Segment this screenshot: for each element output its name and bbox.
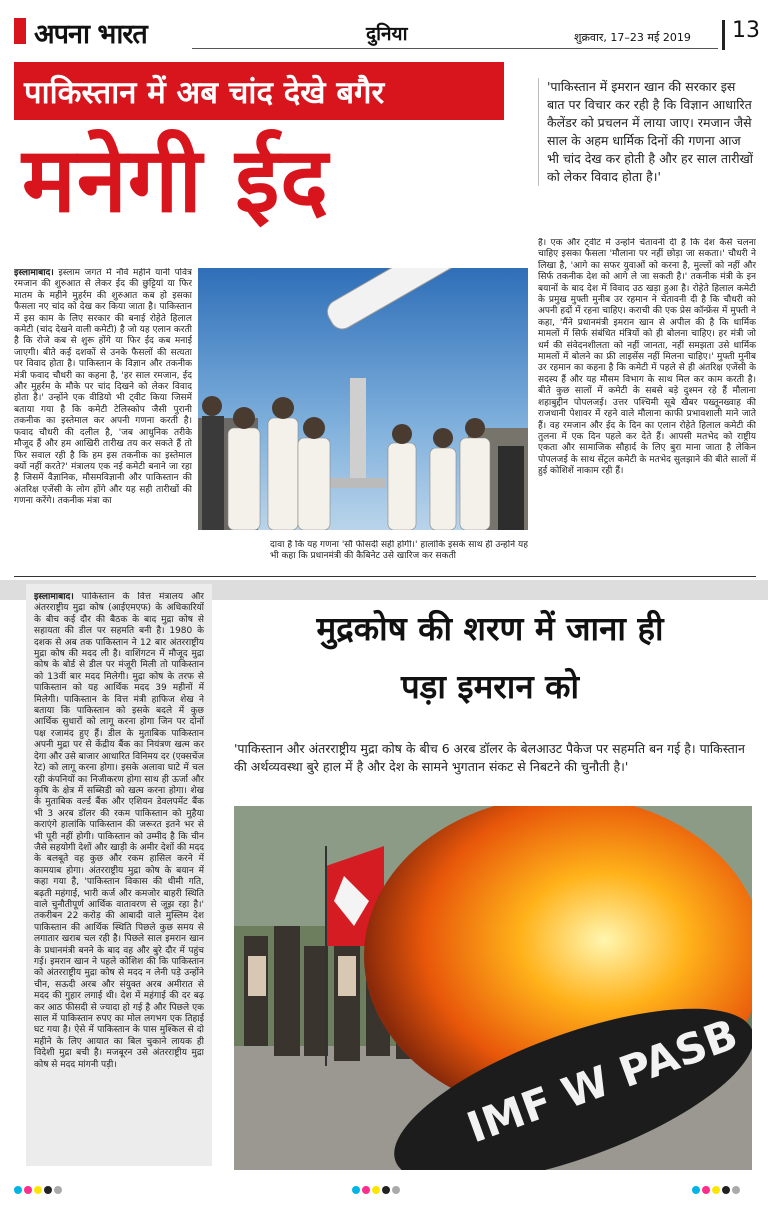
article2-pull-quote: 'पाकिस्तान और अंतरराष्ट्रीय मुद्रा कोष के बीच 6 अरब डॉलर के बेलआउट पैकेज पर सहमति बन गई है। पाकिस्तान की अर्थव्यवस्था बुरे हाल में है और देश के सामने भुगतान संकट से निबटने की चुनौती है।': [234, 741, 745, 774]
article1-column-1: [14, 268, 192, 566]
section-divider: [14, 576, 756, 577]
article2-body-text: पाकिस्तान के वित्त मंत्रालय और अंतरराष्ट्रीय मुद्रा कोष (आईएमएफ) के अधिकारियों के बीच कई दौर की बैठक के बाद मुद्रा कोष से सहायता की डील पर सहमति बनी है। 1980 के दशक से अब तक पाकिस्तान ने 12 बार अंतरराष्ट्रीय मुद्रा कोष की मदद ली है। वाशिंगटन में मौजूद मुद्रा कोष के बोर्ड से डील पर मंजूरी मिली तो पाकिस्तान को 13वीं बार मदद मिलेगी। मुद्रा कोष के तरफ से पाकिस्तान को यह आर्थिक मदद 39 महीनों में मिलेगी। पाकिस्तान के वित्त मंत्री हाफिज शेख ने बताया कि पाकिस्तान को इसके बदले में कुछ आर्थिक सुधारों को लागू करना होगा जिन पर दोनों पक्ष रजामंद हुए हैं। डील के मुताबिक पाकिस्तान अपनी मुद्रा पर से केंद्रीय बैंक का नियंत्रण खत्म कर देगा और उसे बाजार आधारित विनिमय दर (एक्सचेंज रेट) को लागू करना होगा। इसके अलावा घाटे में चल रही कंपनियों का निजीकरण होगा साथ ही ऊर्जा और कृषि के क्षेत्र में सब्सिडी को खत्म करना होगा। शेख के मुताबिक वर्ल्ड बैंक और एशियन डेवलपमेंट बैंक भी 3 अरब डॉलर की रकम पाकिस्तान को मुहैया कराएंगे हालांकि पाकिस्तान की जरूरत इतने भर से भी पूरी नहीं होगी। पाकिस्तान को उम्मीद है कि चीन जैसे सहयोगी देशों और खाड़ी के अमीर देशों की मदद के बलबूते वह कुछ और रकम हासिल करने में कामयाब होगा। अंतरराष्ट्रीय मुद्रा कोष के बयान में कहा गया है, 'पाकिस्तान विकास की धीमी गति, बढ़ती महंगाई, भारी कर्ज और कमजोर बाहरी स्थिति वाले चुनौतीपूर्ण आर्थिक वातावरण से जूझ रहा है।' तकरीबन 22 करोड़ की आबादी वाले मुस्लिम देश पाकिस्तान की आर्थिक स्थिति पिछले कुछ समय से लगातार खराब चल रही है। पिछले साल इमरान खान के प्रधानमंत्री बनने के बाद वह और बुरे दौर में पहुंच गई। इमरान खान ने पहले कोशिश की कि पाकिस्तान को अंतरराष्ट्रीय मुद्रा कोष से मदद न लेनी पड़े उन्होंने चीन, सऊदी अरब और संयुक्त अरब अमीरात से मदद की गुहार लगाई थी। देश में महंगाई की दर बढ़ कर आठ फीसदी से ज्यादा हो गई है और पिछले एक साल में पाकिस्तान रुपए का मोल लगभग एक तिहाई घट गया है। ऐसे में पाकिस्तान के पास मुश्किल से दो महीने के लिए आयात का बिल चुकाने लायक ही विदेशी मुद्रा बची है। मजबूरन उसे अंतरराष्ट्रीय मुद्रा कोष से मदद मांगनी पड़ी।: [34, 592, 204, 1070]
article2-headline-line1: मुद्रकोष की शरण में जाना ही: [316, 609, 664, 648]
masthead: [14, 14, 760, 54]
masthead-divider: [722, 20, 725, 50]
article2-headline-line2: पड़ा इमरान को: [400, 667, 580, 706]
page-number: 13: [732, 18, 760, 43]
imf-effigy-protest-photo: [234, 806, 752, 1170]
masthead-rule: [192, 48, 718, 49]
moon-sighting-telescope-photo: [198, 268, 528, 530]
article1-col1-text: इस्लाम जगत में नौवें महीने यानी पवित्र रमजान की शुरुआत से लेकर ईद की छुट्टियां या फिर मातम के महीने मुहर्रम की शुरुआत कब हो इसका फैसला नए चांद को देख कर किया जाता है। पाकिस्तान में इस काम के लिए सरकार की बनाई रोहेते हिलाल कमेटी (चांद देखने वाली कमेटी) है जो यह एलान करती है कि रोजे कब से शुरू होंगे या फिर ईद कब मनाई जाएगी। बीते कई दशकों से उनके फैसलों की सत्यता पर विवाद होता है। पाकिस्तान के विज्ञान और तकनीक मंत्री फवाद चौधरी का कहना है, 'हर साल रमजान, ईद और मुहर्रम के मौके पर चांद दिखने को लेकर विवाद होता है।' उन्होंने एक वीडियो भी ट्वीट किया जिसमें बताया गया है कि कमेटी टेलिस्कोप जैसी पुरानी तकनीक का इस्तेमाल कर अपनी गणना करती है। फवाद चौधरी की दलील है, 'जब आधुनिक तरीके मौजूद हैं और हम आखिरी तारीख तय कर सकते हैं तो फिर सवाल रही है कि हम इस तकनीक का इस्तेमाल क्यों नहीं करते?' मंत्रालय एक नई कमेटी बनाने जा रहा है जिसमें वैज्ञानिक, मौसमविज्ञानी और पाकिस्तान की अंतरिक्ष एजेंसी के लोग होंगे और यह सही तारीखों की गणना करेंगे। तकनीक मंत्रा का: [14, 268, 192, 507]
issue-date: शुक्रवार, 17–23 मई 2019: [574, 31, 691, 44]
article1-col3-text: है। एक और ट्वीट में उन्होंने चेतावनी दी है कि देश कैसे चलना चाहिए इसका फैसला 'मौलाना पर नहीं छोड़ा जा सकता।' चौधरी ने लिखा है, 'आगे का सफर युवाओं को करना है, मुल्लों को नहीं और सिर्फ तकनीक देश को आगे ले जा सकती है।' तकनीक मंत्री के इन बयानों के बाद देश में विवाद उठ खड़ा हुआ है। रोहेते हिलाल कमेटी के प्रमुख मुफ्ती मुनीब उर रहमान ने चेतावनी दी है कि चौधरी को अपनी हदों में रहना चाहिए। कराची की एक प्रेस कॉन्फ्रेंस में मुफ्ती ने कहा, 'मैंने प्रधानमंत्री इमरान खान से अपील की है कि धार्मिक मामलों में सिर्फ संबंधित मंत्रियों को ही बोलना चाहिए। हर मंत्री जो धर्म की संवेदनशीलता को नहीं जानता, नहीं समझता उसे धार्मिक मामलों में बोलने का फ्री लाइसेंस नहीं मिलना चाहिए।' मुफ्ती मुनीब उर रहमान का कहना है कि कमेटी में पहले से ही अंतरिक्ष एजेंसी के सदस्य हैं और यह मौसम विभाग के साथ मिल कर काम करती है। बीते कुछ सालों में कमेटी के सबसे बड़े दुश्मन रहे हैं मौलाना शहाबुद्दीन पोपलजई। उत्तर पश्चिमी सूबे खैबर पख्तूनख्वाह की राजधानी पेशावर में रहने वाले मौलाना काफी प्रभावशाली माने जाते हैं। वह रमजान और ईद के दिन का एलान रोहेते हिलाल कमेटी की तुलना में एक दिन पहले कर देते हैं। आपसी मतभेद को राष्ट्रीय एकता और सामाजिक सौहार्द के लिए बुरा माना जाता है लेकिन पोपलजई के साथ सेंट्रल कमेटी के मतभेद सुलझाने की बीते सालों में हुई कोशिशें नाकाम रही हैं।: [538, 238, 756, 477]
article1-pull-quote: 'पाकिस्तान में इमरान खान की सरकार इस बात पर विचार कर रही है कि विज्ञान आधारित कैलेंडर को प्रचलन में लाया जाए। रमजान जैसे साल के अहम धार्मिक दिनों की गणना आज भी चांद देख कर होती है और हर साल तारीखों को लेकर विवाद होता है।': [538, 78, 756, 186]
newspaper-logo: अपना भारत: [34, 19, 147, 50]
article2-headline: [240, 600, 740, 716]
article2-body-column: [34, 592, 204, 1162]
section-title: दुनिया: [366, 23, 408, 45]
effigy-text: IMF W PASB: [460, 1009, 744, 1153]
masthead-red-bar: [14, 18, 26, 44]
registration-marks-left: [14, 1186, 62, 1194]
article1-col2-text: दावा है कि यह गणना 'सौ फीसदी सही होगी।' हालांकि इसके साथ ही उन्होंने यह भी कहा कि प्रधानमंत्री की कैबिनेट उसे खारिज कर सकती: [270, 540, 528, 562]
article1-headline-line1: पाकिस्तान में अब चांद देखे बगैर: [14, 62, 504, 120]
article2-dateline: इस्लामाबाद।: [34, 592, 74, 602]
article1-headline-line2: मनेगी ईद: [22, 128, 330, 233]
article1-dateline: इस्लामाबाद।: [14, 268, 54, 278]
registration-marks-right: [692, 1186, 740, 1194]
article1-column-3: [538, 238, 756, 568]
article1-column-2: [270, 540, 528, 570]
registration-marks-center: [352, 1186, 400, 1194]
